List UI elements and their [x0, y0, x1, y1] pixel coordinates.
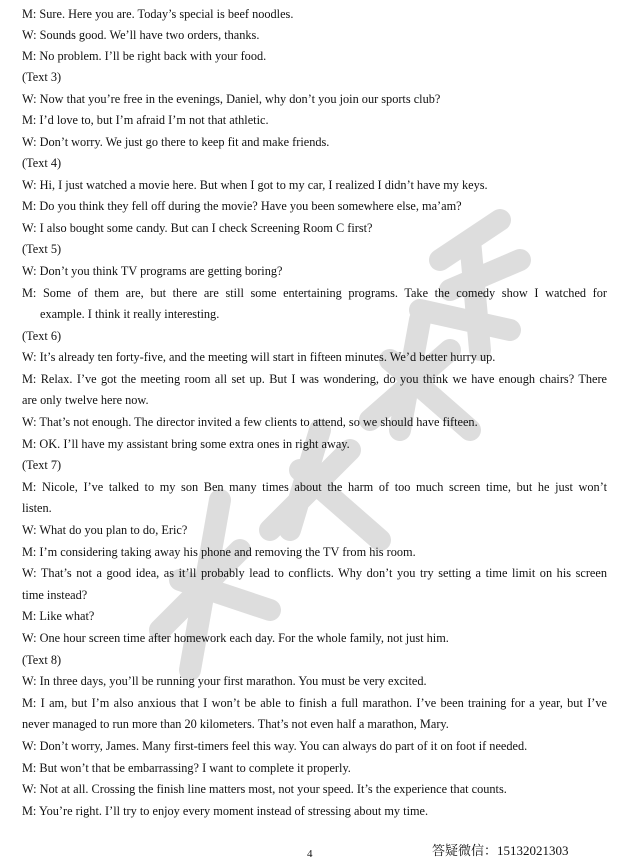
transcript-line: M: Like what? — [22, 609, 95, 623]
transcript-line: W: Sounds good. We’ll have two orders, thanks. — [22, 28, 260, 42]
transcript-line-continuation: time instead? — [22, 588, 88, 602]
transcript-line: M: I’d love to, but I’m afraid I’m not that athletic. — [22, 113, 269, 127]
section-heading: (Text 7) — [22, 458, 62, 472]
transcript-line: M: OK. I’ll have my assistant bring some extra ones in right away. — [22, 437, 350, 451]
transcript-line: M: Relax. I’ve got the meeting room all set up. But I was wondering, do you think we have enough chairs? There — [22, 372, 607, 386]
transcript-line: W: It’s already ten forty-five, and the meeting will start in fifteen minutes. We’d better hurry up. — [22, 350, 496, 364]
transcript-line: W: In three days, you’ll be running your first marathon. You must be very excited. — [22, 674, 427, 688]
transcript-line: M: Sure. Here you are. Today’s special is beef noodles. — [22, 7, 294, 21]
transcript-line: M: Some of them are, but there are still some entertaining programs. Take the comedy show I watched for — [22, 286, 607, 300]
section-heading: (Text 5) — [22, 242, 62, 256]
transcript-line: W: Don’t worry. We just go there to keep fit and make friends. — [22, 135, 330, 149]
transcript-line-continuation: are only twelve here now. — [22, 393, 149, 407]
transcript-line-continuation: listen. — [22, 501, 52, 515]
transcript-line: M: You’re right. I’ll try to enjoy every moment instead of stressing about my time. — [22, 804, 429, 818]
transcript-line: M: No problem. I’ll be right back with your food. — [22, 49, 267, 63]
transcript-line: W: Now that you’re free in the evenings, Daniel, why don’t you join our sports club? — [22, 92, 441, 106]
transcript-line: M: I’m considering taking away his phone and removing the TV from his room. — [22, 545, 416, 559]
transcript-line: W: That’s not a good idea, as it’ll probably lead to conflicts. Why don’t you try setting a time limit on his screen — [22, 566, 607, 580]
transcript-line: W: I also bought some candy. But can I check Screening Room C first? — [22, 221, 373, 235]
transcript-line: W: One hour screen time after homework each day. For the whole family, not just him. — [22, 631, 449, 645]
transcript-line: W: That’s not enough. The director invited a few clients to attend, so we should have fifteen. — [22, 415, 478, 429]
section-heading: (Text 8) — [22, 653, 62, 667]
section-heading: (Text 3) — [22, 70, 62, 84]
transcript-line: M: Do you think they fell off during the movie? Have you been somewhere else, ma’am? — [22, 199, 462, 213]
transcript-line: M: Nicole, I’ve talked to my son Ben many times about the harm of too much screen time, but he just won’t — [22, 480, 607, 494]
transcript-line: M: But won’t that be embarrassing? I want to complete it properly. — [22, 761, 351, 775]
transcript-line: W: What do you plan to do, Eric? — [22, 523, 188, 537]
transcript-line: M: I am, but I’m also anxious that I won’t be able to finish a full marathon. I’ve been training for a year, but I’ve — [22, 696, 607, 710]
section-heading: (Text 6) — [22, 329, 62, 343]
transcript-line: W: Hi, I just watched a movie here. But when I got to my car, I realized I didn’t have my keys. — [22, 178, 488, 192]
transcript-line-continuation: example. I think it really interesting. — [40, 307, 220, 321]
transcript-line: W: Don’t worry, James. Many first-timers feel this way. You can always do part of it on foot if needed. — [22, 739, 528, 753]
page-number: 4 — [307, 848, 313, 860]
transcript-line: W: Don’t you think TV programs are getting boring? — [22, 264, 283, 278]
transcript-line: W: Not at all. Crossing the finish line matters most, not your speed. It’s the experience that counts. — [22, 782, 507, 796]
section-heading: (Text 4) — [22, 156, 62, 170]
footer-contact: 答疑微信：15132021303 — [432, 843, 569, 858]
transcript-line-continuation: never managed to run more than 20 kilometers. That’s not even half a marathon, Mary. — [22, 717, 449, 731]
